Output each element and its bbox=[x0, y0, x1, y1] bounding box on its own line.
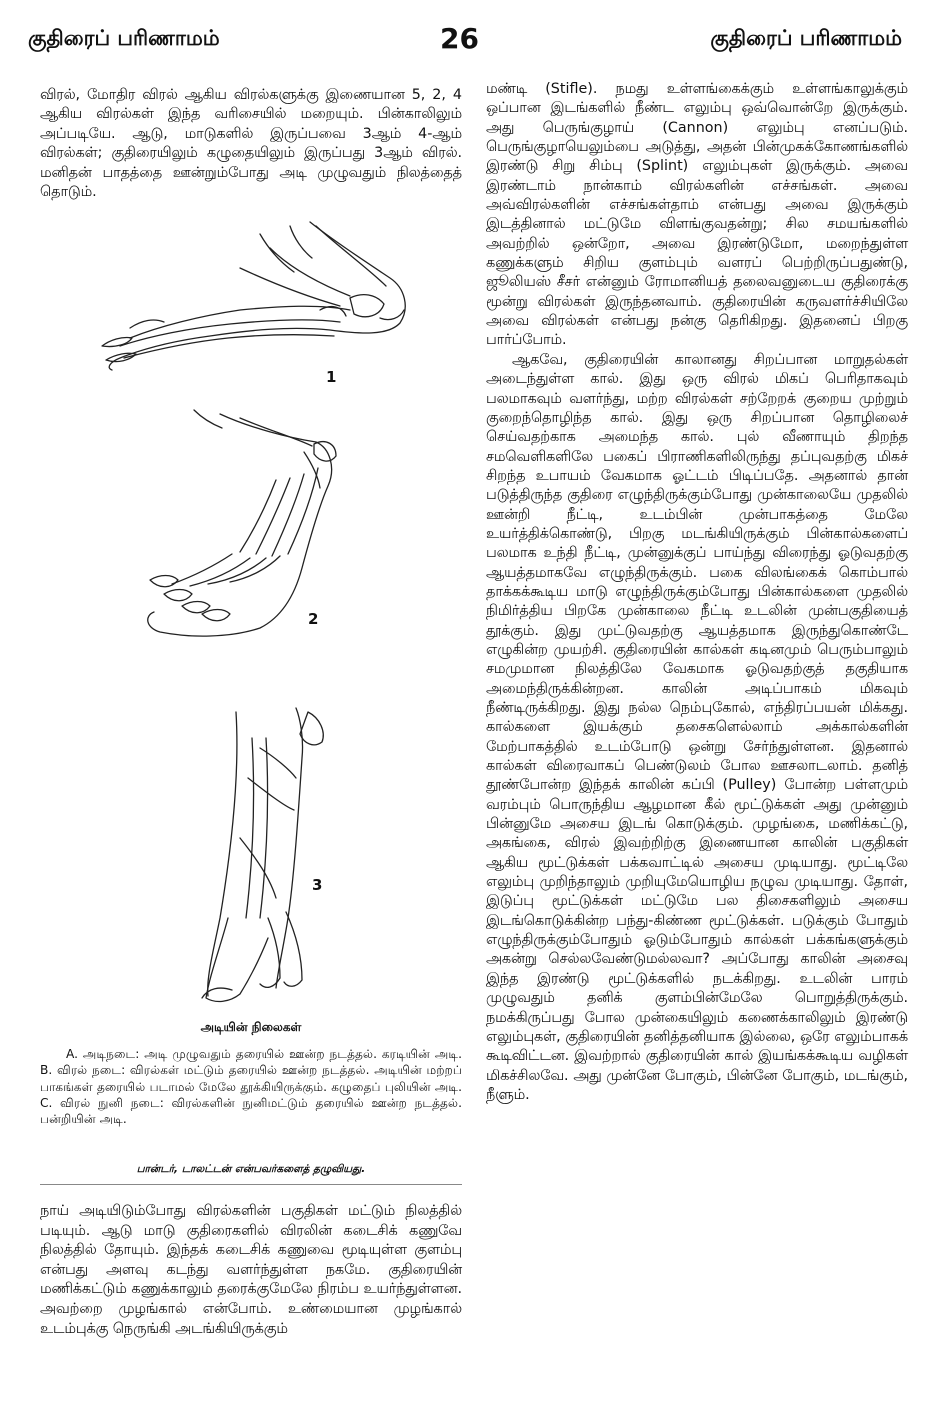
digitigrade-foot-drawing bbox=[148, 410, 336, 636]
page-header bbox=[0, 0, 940, 70]
left-paragraph-top: விரல், மோதிர விரல் ஆகிய விரல்களுக்கு இணையான 5, 2, 4 ஆகிய விரல்கள் இந்த வரிசையில் மறையும். பின்காலிலும் அப்படியே. ஆடு, மாடுகளில் இருப்பவை 3ஆம் 4-ஆம் விரல்கள்; குதிரையிலும் கழுதையிலும் இருப்பது 3ஆம் விரல். மனிதன் பாதத்தை ஊன்றும்போது அடி முழுவதும் நிலத்தைத் தொடும். bbox=[40, 87, 462, 201]
running-title-right: குதிரைப் பரிணாமம் bbox=[710, 26, 902, 50]
right-column bbox=[486, 80, 908, 1105]
right-paragraph-1: மண்டி (Stifle). நமது உள்ளங்கைக்கும் உள்ளங்காலுக்கும் ஒப்பான இடங்களில் நீண்ட எலும்பு ஒவ்வொன்றே இருக்கும். அது பெருங்குழாய் (Cannon) எலும்பு எனப்படும். பெருங்குழாயெலும்பை அடுத்து, அதன் பின்முகக்கோணங்களில் இரண்டு சிறு சிம்பு (Splint) எலும்புகள் இருக்கும். அவை இரண்டாம் நான்காம் விரல்களின் எச்சங்கள். அவை அவ்விரல்களின் எச்சங்கள்தாம் என்பது அவை இருக்கும் இடத்தினால் மட்டுமே விளங்குவதன்று; சில சமயங்களில் அவற்றில் ஒன்றோ, அவை இரண்டுமோ, மறைந்துள்ள கணுக்களும் சிறிய குளம்பும் வளரப் பெற்றிருப்பதுண்டு, ஜூலியஸ் சீசர் என்னும் ரோமானியத் தலைவனுடைய குதிரைக்கு மூன்று விரல்கள் இருந்தனவாம். குதிரையின் கருவளர்ச்சியிலே அவை விரல்கள் என்பது நன்கு தெரிகிறது. இதனைப் பிறகு பார்ப்போம். bbox=[486, 81, 908, 349]
figure-title: அடியின் நிலைகள் bbox=[200, 1020, 302, 1034]
page-number: 26 bbox=[440, 22, 479, 55]
figure-label-2: 2 bbox=[308, 610, 319, 628]
foot-bones-illustration bbox=[90, 218, 470, 1018]
figure-label-1: 1 bbox=[326, 368, 337, 386]
caption-separator bbox=[40, 1184, 462, 1185]
left-column-top bbox=[40, 86, 462, 202]
figure-credit: பான்டர், டாலட்டன் என்பவர்களைத் தழுவியது. bbox=[136, 1163, 366, 1175]
unguligrade-foot-drawing bbox=[202, 708, 323, 1001]
figure-label-3: 3 bbox=[312, 876, 323, 894]
right-paragraph-2: ஆகவே, குதிரையின் காலானது சிறப்பான மாறுதல்கள் அடைந்துள்ள கால். இது ஒரு விரல் மிகப் பெரிதாகவும் பலமாகவும் வளர்ந்து, மற்ற விரல்கள் சற்றேறக் குறைய முற்றும் குறைந்தொழிந்த கால். இது ஒரு சிறப்பான தொழிலைச் செய்வதற்காக அமைந்த கால். புல் வீணாயும் திறந்த சமவெளிகளிலே பகைப் பிராணிகளிலிருந்து தப்புவதற்கு மிகச் சிறந்த உபாயம் வேகமாக ஓட்டம் பிடிப்பதே. அதனால் தான் படுத்திருந்த குதிரை எழுந்திருக்கும்போது முன்காலையே முதலில் ஊன்றி நீட்டி, உடம்பின் முன்பாகத்தை மேலே உயர்த்திக்கொண்டு, பிறகு மடங்கியிருக்கும் பின்கால்களைப் பலமாக உந்தி நீட்டி, முன்னுக்குப் பாய்ந்து விரைந்து ஓடுவதற்கு ஆயத்தமாகவே எழுந்திருக்கும். பகை விலங்கைக் கொம்பால் தாக்கக்கூடிய மாடு எழுந்திருக்கும்போது பின்கால்களை முதலில் நிமிர்த்திய பிறகே முன்காலை நீட்டி உடலின் முன்பகுதியைத் தூக்கும். இது முட்டுவதற்கு ஆயத்தமாக இருந்துகொண்டே எழுகின்ற முயற்சி. குதிரையின் கால்கள் கடினமும் பெரும்பாலும் சமமுமான நிலத்திலே வேகமாக ஓடுவதற்குத் தகுதியாக அமைந்திருக்கின்றன. காலின் அடிப்பாகம் மிகவும் நீண்டிருக்கிறது. இது நல்ல நெம்புகோல், எந்திரப்பயன் மிக்கது. கால்களை இயக்கும் தசைகளெல்லாம் அக்கால்களின் மேற்பாகத்தில் உடம்போடு ஒன்று சேர்ந்துள்ளன. இதனால் கால்கள் விரைவாகப் பெண்டுலம் போல ஊசலாடலாம். தனித் தூண்போன்ற இந்தக் காலின் கப்பி (Pulley) போன்ற பள்ளமும் வரம்பும் பொருந்திய ஆழமான கீல் மூட்டுக்கள் அது முன்னும் பின்னுமே அசைய இடங் கொடுக்கும். முழங்கை, மணிக்கட்டு, அகங்கை, விரல் இவற்றிற்கு இணையான காலின் பகுதிகள் ஆகிய மூட்டுக்கள் பக்கவாட்டில் அசைய முடியாது. மூட்டிலே எலும்பு முறிந்தாலும் முறியுமேயொழிய நழுவ முடியாது. தோள், இடுப்பு மூட்டுக்கள் மட்டுமே பல திசைகளிலும் அசைய இடங்கொடுக்கின்ற பந்து-கிண்ண மூட்டுக்கள். படுக்கும் போதும் எழுந்திருக்கும்போதும் ஓடும்போதும் கால்கள் பக்கங்களுக்கும் அகன்று செல்லவேண்டுமல்லவா? அப்போது காலின் அசைவு இந்த இரண்டு மூட்டுக்களில் நடக்கிறது. உடலின் பாரம் முழுவதும் தனிக் குளம்பின்மேலே பொறுத்திருக்கும். நமக்கிருப்பது போல முன்கையிலும் கணைக்காலிலும் இரண்டு எலும்புகள், குதிரையின் தனித்தனியாக இல்லை, ஒரே எலும்பாகக் கூடிவிட்டன. இவற்றால் குதிரையின் கால் இயங்கக்கூடிய வழிகள் மிகச்சிலவே. அது முன்னே போகும், பின்னே போகும், மடங்கும், நீளும். bbox=[486, 351, 908, 1103]
figure-caption bbox=[40, 1046, 462, 1127]
left-paragraph-bottom: நாய் அடியிடும்போது விரல்களின் பகுதிகள் மட்டும் நிலத்தில் படியும். ஆடு மாடு குதிரைகளில் விரலின் கடைசிக் கணுவே நிலத்தில் தோயும். இந்தக் கடைசிக் கணுவை மூடியுள்ள குளம்பு என்பது அளவு கடந்து வளர்ந்துள்ள நகமே. குதிரையின் மணிக்கட்டும் கணுக்காலும் தரைக்குமேலே நிரம்ப உயர்ந்துள்ளன. அவற்றை முழங்கால் என்போம். உண்மையான முழங்கால் உடம்புக்கு நெருங்கி அடங்கியிருக்கும் bbox=[40, 1203, 462, 1337]
plantigrade-foot-drawing bbox=[102, 222, 405, 370]
left-column-bottom bbox=[40, 1202, 462, 1339]
foot-skeleton-figure bbox=[90, 218, 470, 1018]
caption-text: A. அடிநடை: அடி முழுவதும் தரையில் ஊன்ற நடத்தல். கரடியின் அடி. B. விரல் நடை: விரல்கள் மட்டும் தரையில் ஊன்ற நடத்தல். அடியின் மற்றப் பாகங்கள் தரையில் படாமல் மேலே தூக்கியிருக்கும். கழுதைப் புலியின் அடி. C. விரல் நுனி நடை: விரல்களின் நுனிமட்டும் தரையில் ஊன்ற நடத்தல். பன்றியின் அடி. bbox=[40, 1047, 462, 1127]
running-title-left: குதிரைப் பரிணாமம் bbox=[28, 26, 220, 50]
